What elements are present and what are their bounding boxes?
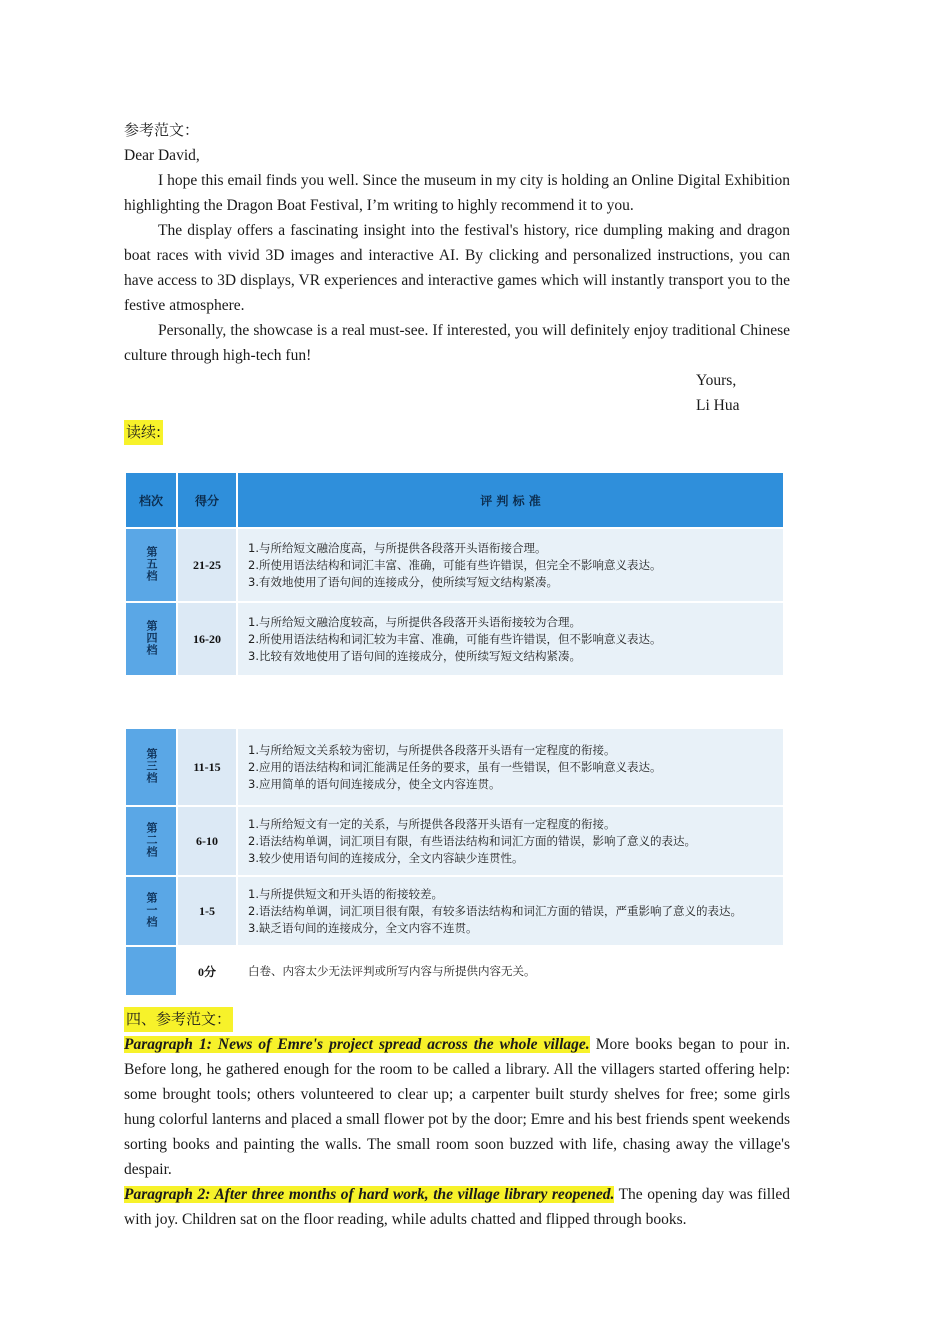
sample-header: 四、参考范文：: [124, 1007, 233, 1032]
criterion: 3.比较有效地使用了语句间的连接成分，使所续写短文结构紧凑。: [248, 648, 581, 663]
paragraph-1-body: More books began to pour in. Before long, he gathered enough for the room to be called a library. All the villagers started offering help: some brought tools; others volunteered to clear up; a carpenter built sturdy shelves for free; some girls hung colorful lanterns and placed a small flower pot by the door; Emre and his best friends spent weekends sorting books and painting the walls. The small room soon buzzed with life, chasing away the village's despair.: [124, 1036, 790, 1178]
level-label: 第二档: [145, 821, 158, 858]
score-range: 6-10: [177, 806, 237, 876]
criterion: 白卷、内容太少无法评判或所写内容与所提供内容无关。: [248, 963, 536, 978]
rubric-row: [125, 528, 784, 602]
criterion: 2.语法结构单调，词汇项目有限，有些语法结构和词汇方面的错误，影响了意义的表达。: [248, 833, 696, 848]
criterion: 1.与所给短文关系较为密切，与所提供各段落开头语有一定程度的衔接。: [248, 742, 616, 757]
sample-paragraph-2: [124, 1182, 790, 1232]
criteria-cell: [237, 728, 784, 806]
section-label: 读续:: [124, 420, 163, 445]
rubric-table-top: [124, 471, 785, 677]
paragraph-1-title: Paragraph 1: News of Emre's project spread across the whole village.: [124, 1036, 590, 1053]
level-label: 第四档: [145, 619, 158, 656]
header-level: 档次: [125, 472, 177, 528]
criteria-cell: [237, 806, 784, 876]
criterion: 1.与所给短文有一定的关系，与所提供各段落开头语有一定程度的衔接。: [248, 816, 616, 831]
criteria-cell: [237, 528, 784, 602]
closing: Yours,: [696, 372, 737, 389]
criterion: 2.所使用语法结构和词汇丰富、准确，可能有些许错误，但完全不影响意义表达。: [248, 557, 662, 572]
header-criteria: 评 判 标 准: [237, 472, 784, 528]
criteria-cell: [237, 602, 784, 676]
criterion: 2.应用的语法结构和词汇能满足任务的要求，虽有一些错误，但不影响意义表达。: [248, 759, 662, 774]
header-score: 得分: [177, 472, 237, 528]
criterion: 1.与所提供短文和开头语的衔接较差。: [248, 886, 443, 901]
rubric-row: [125, 728, 784, 806]
criterion: 3.较少使用语句间的连接成分，全文内容缺少连贯性。: [248, 850, 524, 865]
score-range: 11-15: [177, 728, 237, 806]
signature: Li Hua: [696, 397, 740, 414]
score-range: 16-20: [177, 602, 237, 676]
rubric-header-row: [125, 472, 784, 528]
criteria-cell: [237, 946, 784, 996]
email-header: 参考范文：: [124, 121, 200, 139]
rubric-row: [125, 876, 784, 946]
rubric-table-bottom: [124, 727, 785, 997]
paragraph-2-body: The opening day was filled with joy. Children sat on the floor reading, while adults chatted and flipped through books.: [124, 1186, 791, 1228]
rubric-row: [125, 806, 784, 876]
criterion: 3.有效地使用了语句间的连接成分，使所续写短文结构紧凑。: [248, 574, 558, 589]
criterion: 3.应用简单的语句间连接成分，使全文内容连贯。: [248, 776, 501, 791]
sample-paragraph-1: [124, 1032, 790, 1182]
paragraph-2-title: Paragraph 2: After three months of hard work, the village library reopened.: [124, 1186, 615, 1203]
salutation: Dear David,: [124, 147, 200, 164]
criterion: 3.缺乏语句间的连接成分，全文内容不连贯。: [248, 920, 478, 935]
criterion: 2.所使用语法结构和词汇较为丰富、准确，可能有些许错误，但不影响意义表达。: [248, 631, 662, 646]
document-page: [124, 118, 790, 1232]
level-label: 第一档: [145, 891, 158, 928]
criterion: 2.语法结构单调，词汇项目很有限，有较多语法结构和词汇方面的错误，严重影响了意义的表达。: [248, 903, 742, 918]
score-range: 1-5: [177, 876, 237, 946]
criterion: 1.与所给短文融洽度较高，与所提供各段落开头语衔接较为合理。: [248, 614, 581, 629]
rubric-row: [125, 602, 784, 676]
level-label: 第三档: [145, 747, 158, 784]
email-paragraph-3: Personally, the showcase is a real must-see. If interested, you will definitely enjoy traditional Chinese culture through high-tech fun!: [124, 322, 790, 364]
criterion: 1.与所给短文融洽度高，与所提供各段落开头语衔接合理。: [248, 540, 547, 555]
email-paragraph-1: I hope this email finds you well. Since the museum in my city is holding an Online Digital Exhibition highlighting the Dragon Boat Festival, I’m writing to highly recommend it to you.: [124, 172, 790, 214]
email-paragraph-2: The display offers a fascinating insight into the festival's history, rice dumpling making and dragon boat races with vivid 3D images and interactive AI. By clicking and personalized instructions, you can have access to 3D displays, VR experiences and interactive games which will instantly transport you to the festive atmosphere.: [124, 222, 790, 314]
score-range: 0分: [177, 946, 237, 996]
score-range: 21-25: [177, 528, 237, 602]
criteria-cell: [237, 876, 784, 946]
level-label: 第五档: [145, 545, 158, 582]
rubric-row: [125, 946, 784, 996]
